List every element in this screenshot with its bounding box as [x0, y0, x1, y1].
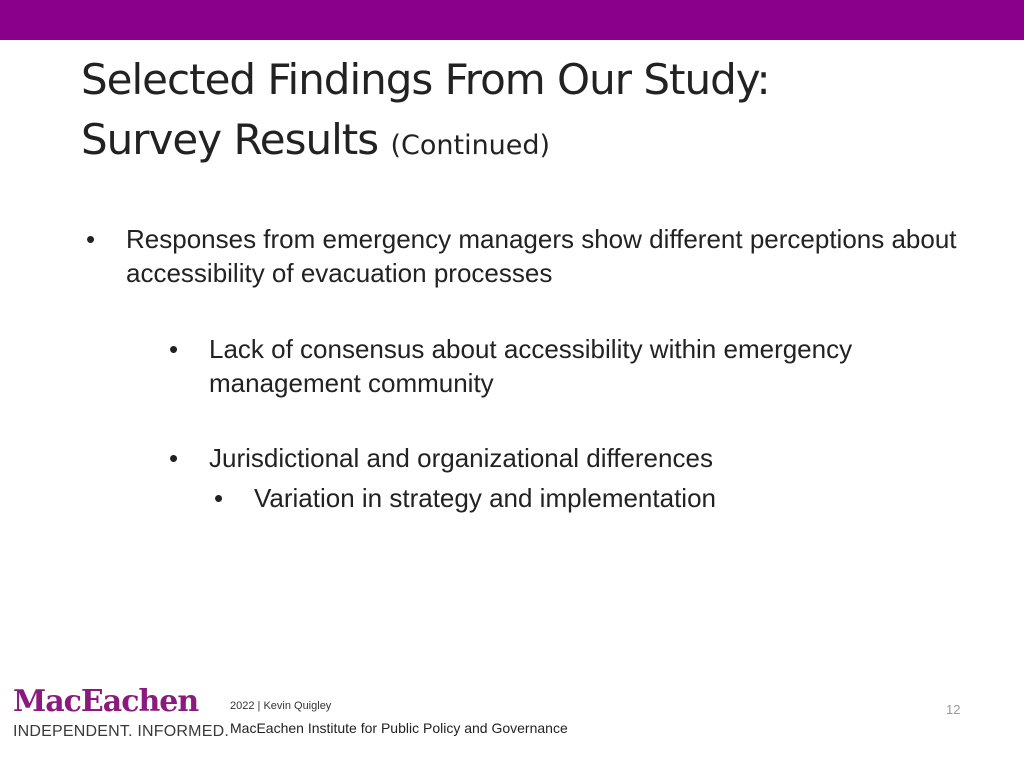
bullet-text: Variation in strategy and implementation: [254, 483, 716, 513]
bullet-level2: [169, 332, 969, 400]
bullet-dot: •: [169, 443, 179, 473]
top-accent-bar: [0, 0, 1024, 40]
title-line-1: Selected Findings From Our Study:: [81, 55, 770, 104]
maceachen-logo: MacEachen: [13, 684, 199, 719]
page-number: 12: [946, 702, 961, 717]
bullet-dot: •: [214, 483, 224, 513]
bullet-text: Lack of consensus about accessibility within emergency management community: [209, 334, 853, 398]
slide-title: [81, 50, 770, 176]
title-subtitle: (Continued): [390, 130, 551, 161]
title-line-2: Survey Results: [81, 115, 379, 164]
bullet-text: Responses from emergency managers show different perceptions about accessibility of evacuation processes: [126, 224, 957, 288]
footer-institute: MacEachen Institute for Public Policy and Governance: [230, 720, 568, 736]
bullet-text: Jurisdictional and organizational differences: [209, 443, 713, 473]
bullet-level2: [169, 441, 969, 475]
footer-author: 2022 | Kevin Quigley: [230, 700, 332, 712]
bullet-dot: •: [169, 334, 179, 364]
logo-tagline: INDEPENDENT. INFORMED.: [13, 723, 229, 740]
bullet-dot: •: [86, 224, 96, 254]
bullet-level3: [214, 481, 954, 515]
bullet-level1: [86, 222, 966, 290]
